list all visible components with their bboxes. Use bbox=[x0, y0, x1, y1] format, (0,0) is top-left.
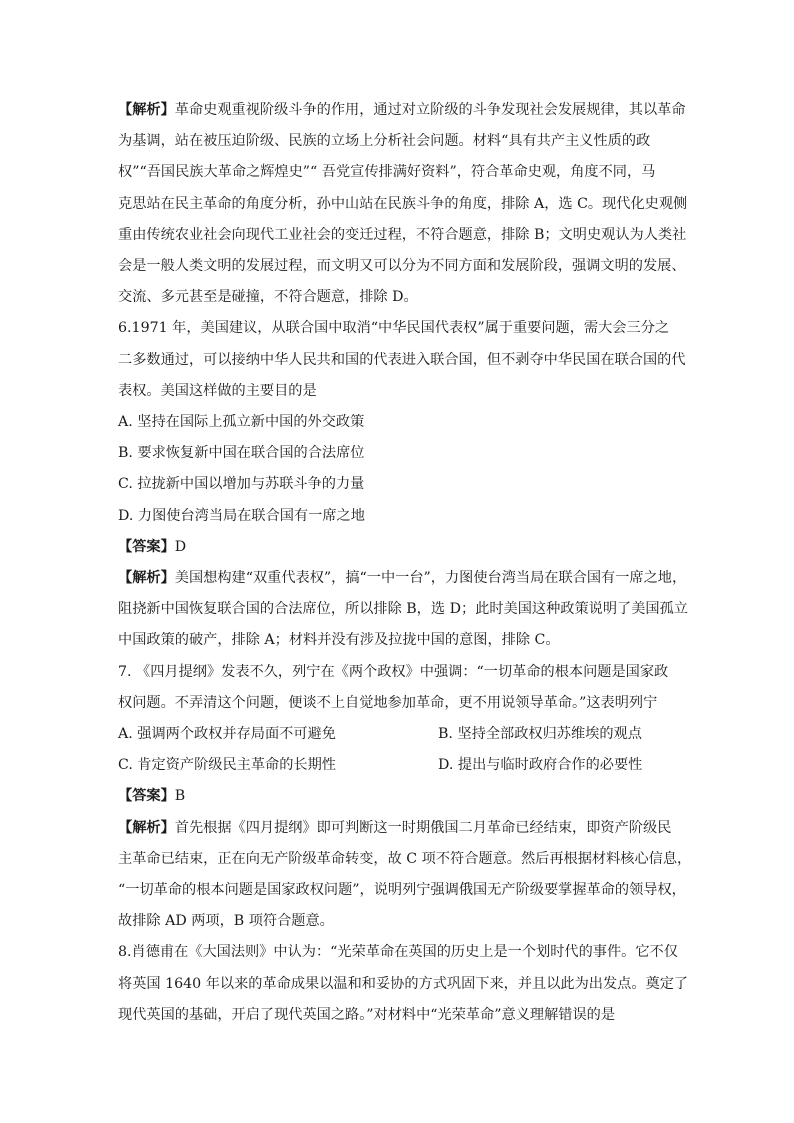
analysis-line: 克思站在民主革命的角度分析，孙中山站在民族斗争的角度，排除 A，选 C。现代化史观侧 bbox=[118, 195, 688, 212]
option-a: A. 坚持在国际上孤立新中国的外交政策 bbox=[118, 414, 365, 431]
option-d: D. 力图使台湾当局在联合国有一席之地 bbox=[118, 507, 365, 524]
question-6 bbox=[118, 313, 688, 656]
option-c: C. 肯定资产阶级民主革命的长期性 bbox=[118, 757, 336, 774]
analysis-line: 首先根据《四月提纲》即可判断这一时期俄国二月革命已经结束，即资产阶级民 bbox=[174, 819, 672, 836]
question-stem-line: 将英国 1640 年以来的革命成果以温和和妥协的方式巩固下来，并且以此为出发点。奠定了 bbox=[118, 975, 689, 992]
question-stem-line: 7. 《四月提纲》发表不久，列宁在《两个政权》中强调：“一切革命的根本问题是国家政 bbox=[118, 663, 669, 680]
question-stem-line: 8.肖德甫在《大国法则》中认为：“光荣革命在英国的历史上是一个划时代的事件。它不仅 bbox=[118, 944, 678, 961]
question-stem-line: 现代英国的基础，开启了现代英国之路。”对材料中“光荣革命”意义理解错误的是 bbox=[118, 1006, 616, 1023]
answer-line bbox=[118, 781, 678, 812]
option-d: D. 提出与临时政府合作的必要性 bbox=[438, 757, 643, 774]
analysis-line: 会是一般人类文明的发展过程，而文明又可以分为不同方面和发展阶段，强调文明的发展、 bbox=[118, 258, 686, 275]
analysis-line: 主革命已结束，正在向无产阶级革命转变，故 C 项不符合题意。然后再根据材料核心信息， bbox=[118, 850, 692, 867]
analysis-line: “一切革命的根本问题是国家政权问题”，说明列宁强调俄国无产阶级要掌握革命的领导权， bbox=[118, 882, 686, 899]
option-c: C. 拉拢新中国以增加与苏联斗争的力量 bbox=[118, 476, 365, 493]
analysis-line: 为基调，站在被压迫阶级、民族的立场上分析社会问题。材料“具有共产主义性质的政 bbox=[118, 133, 651, 150]
question-8 bbox=[118, 937, 689, 1031]
option-b: B. 坚持全部政权归苏维埃的观点 bbox=[438, 726, 642, 743]
option-b: B. 要求恢复新中国在联合国的合法席位 bbox=[118, 445, 365, 462]
analysis-tag: 【解析】 bbox=[118, 819, 175, 836]
answer-value: B bbox=[174, 788, 186, 805]
analysis-tag: 【解析】 bbox=[118, 102, 175, 118]
analysis-q5 bbox=[118, 95, 688, 313]
question-7 bbox=[118, 657, 692, 938]
analysis-line: 中国政策的破产，排除 A；材料并没有涉及拉拢中国的意图，排除 C。 bbox=[118, 632, 560, 649]
analysis-line: 革命史观重视阶级斗争的作用，通过对立阶级的斗争发现社会发展规律，其以革命 bbox=[174, 102, 686, 118]
options-row bbox=[118, 750, 678, 781]
answer-tag: 【答案】 bbox=[118, 788, 175, 805]
analysis-tag: 【解析】 bbox=[118, 570, 175, 587]
option-a: A. 强调两个政权并存局面不可避免 bbox=[118, 726, 336, 743]
question-stem-line: 权问题。不弄清这个问题，便谈不上自觉地参加革命，更不用说领导革命。”这表明列宁 bbox=[118, 694, 658, 711]
analysis-line: 故排除 AD 两项，B 项符合题意。 bbox=[118, 913, 334, 930]
analysis-line: 权”“吾国民族大革命之辉煌史”“ 吾党宣传排满好资料”，符合革命史观，角度不同，马 bbox=[118, 164, 656, 181]
question-stem-line: 二多数通过，可以接纳中华人民共和国的代表进入联合国，但不剥夺中华民国在联合国的代 bbox=[118, 351, 686, 368]
options-row bbox=[118, 719, 678, 750]
analysis-line: 交流、多元甚至是碰撞，不符合题意，排除 D。 bbox=[118, 289, 418, 306]
question-stem-line: 表权。美国这样做的主要目的是 bbox=[118, 382, 317, 399]
question-stem-line: 6.1971 年，美国建议，从联合国中取消“中华民国代表权”属于重要问题，需大会三分之 bbox=[118, 320, 670, 337]
document-page bbox=[118, 95, 692, 1031]
answer-value: D bbox=[174, 538, 187, 555]
analysis-line: 美国想构建“双重代表权”，搞“一中一台”，力图使台湾当局在联合国有一席之地， bbox=[174, 570, 687, 587]
analysis-line: 阻挠新中国恢复联合国的合法席位，所以排除 B，选 D；此时美国这种政策说明了美国孤立 bbox=[118, 601, 688, 618]
analysis-line: 重由传统农业社会向现代工业社会的变迁过程，不符合题意，排除 B；文明史观认为人类社 bbox=[118, 226, 687, 243]
answer-tag: 【答案】 bbox=[118, 538, 175, 555]
answer-line bbox=[118, 532, 678, 563]
